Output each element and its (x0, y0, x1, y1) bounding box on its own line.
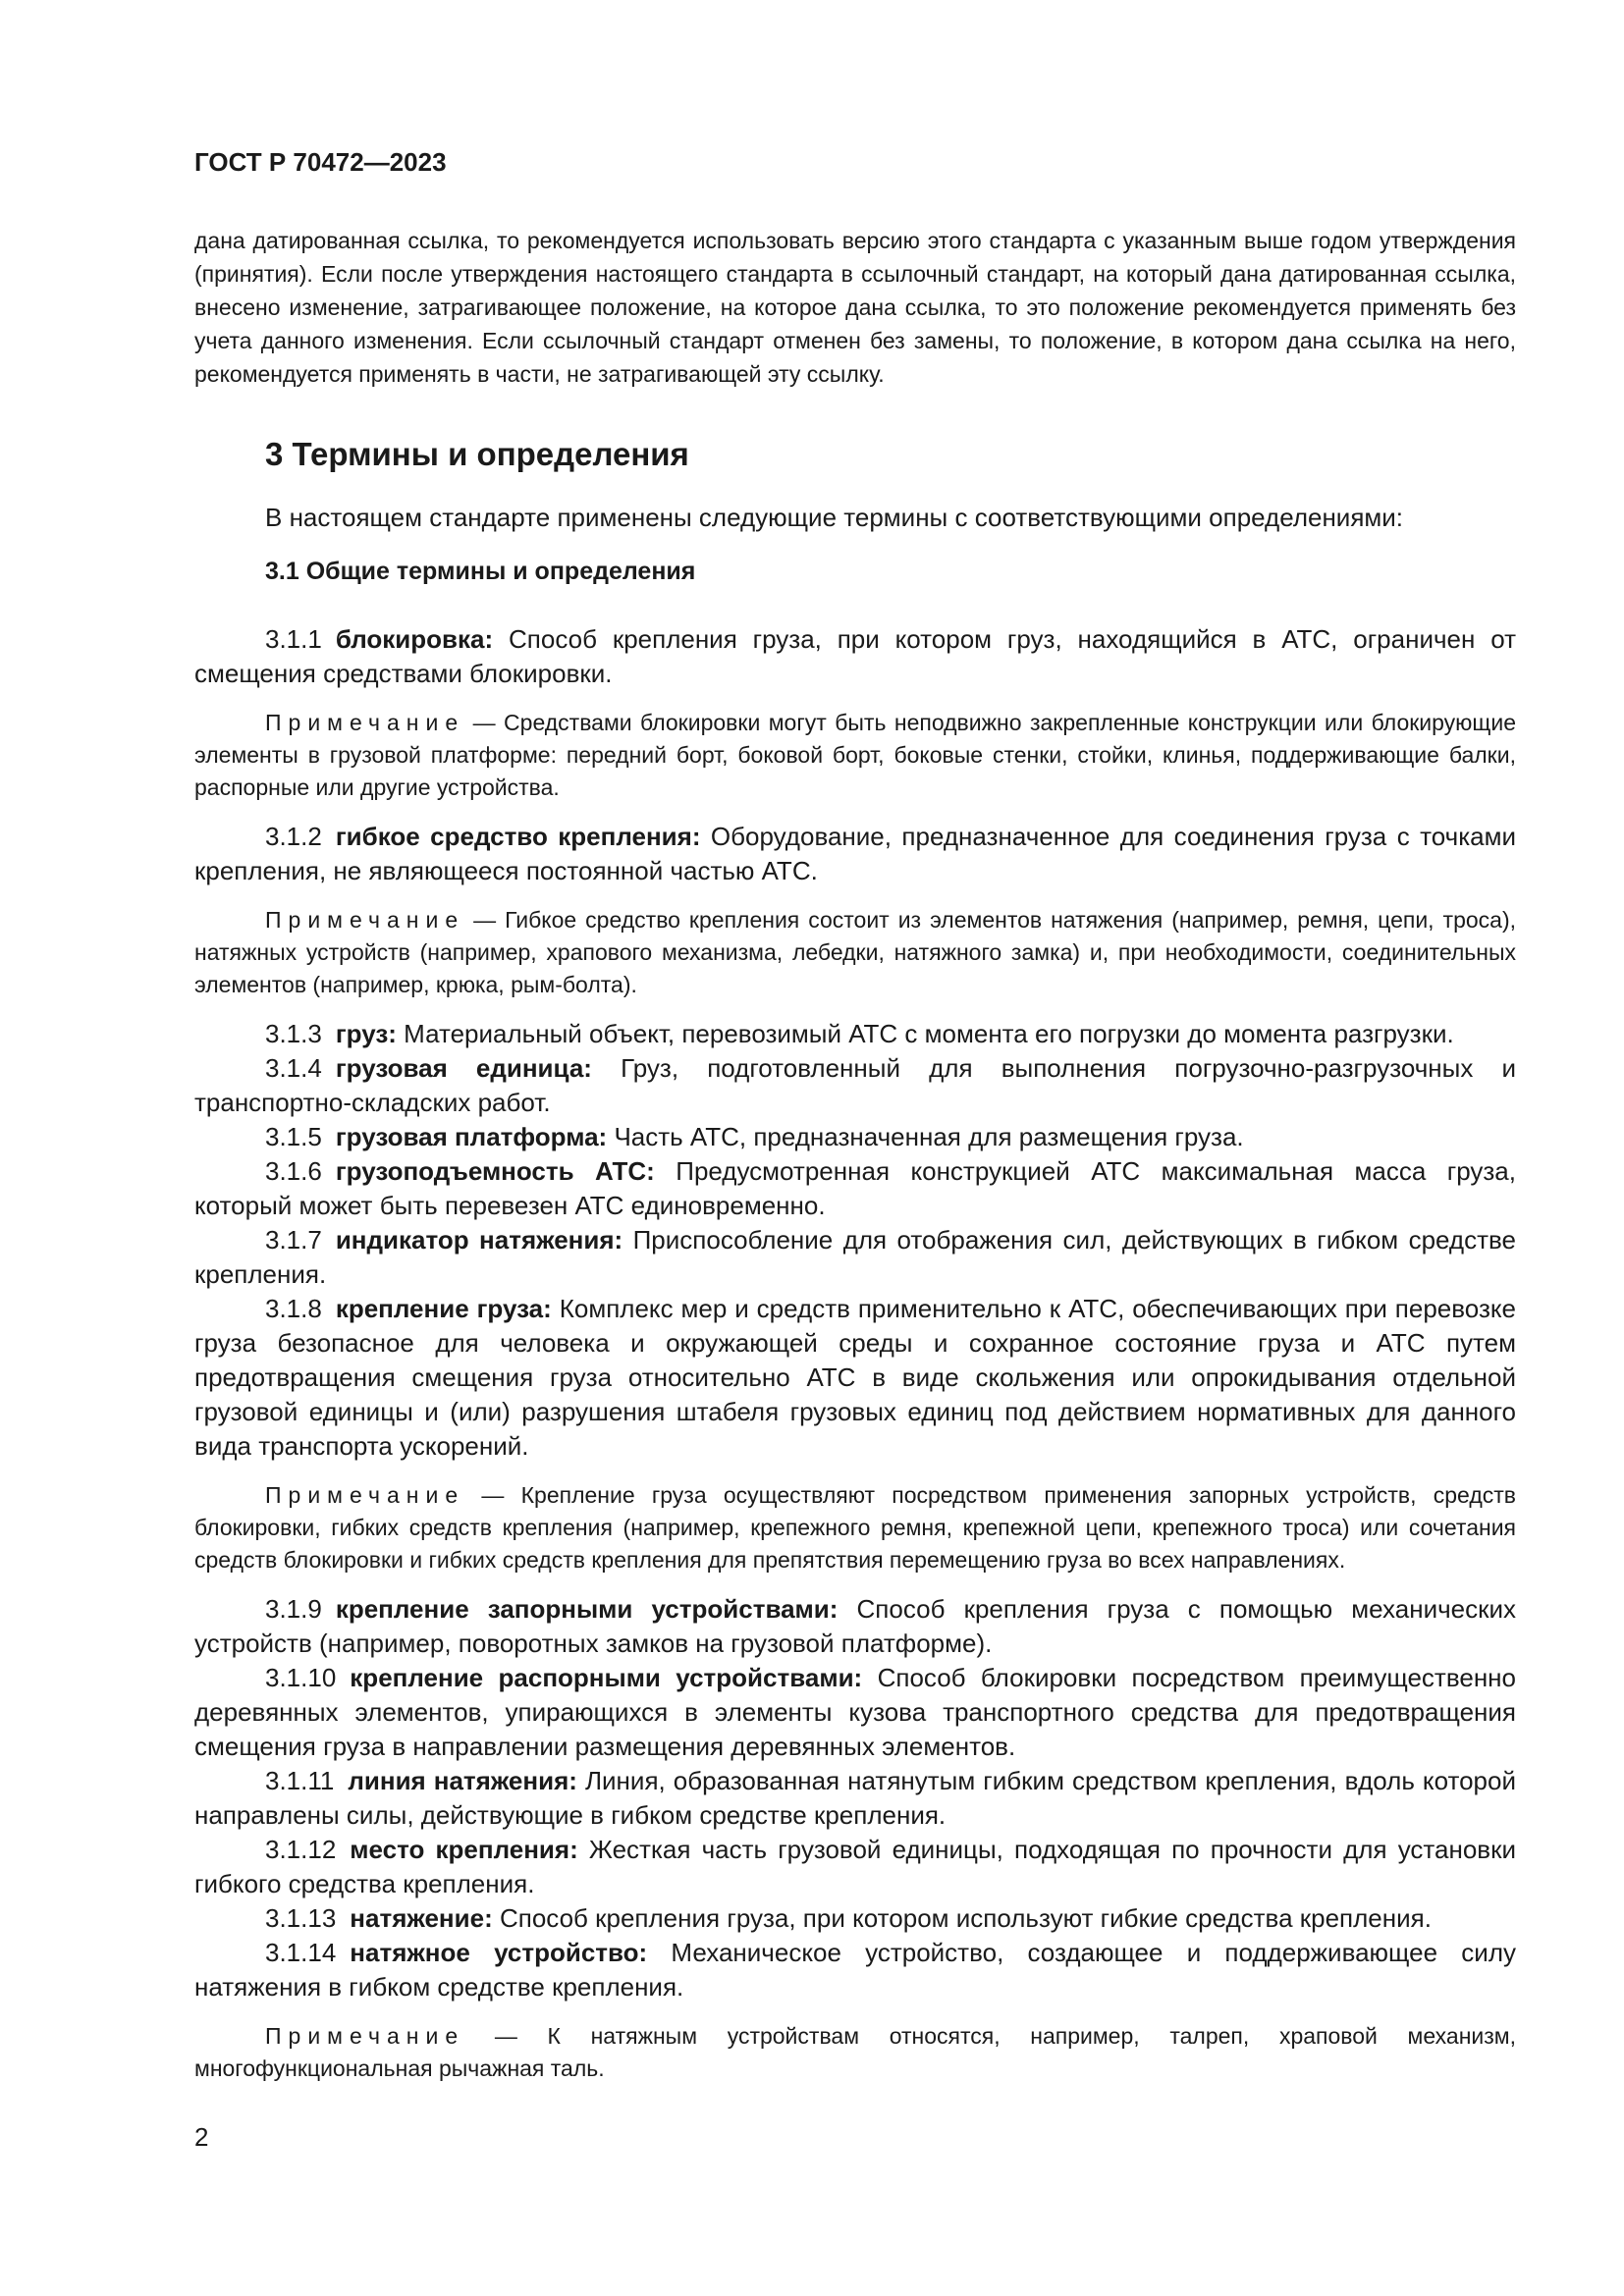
definition-text: Часть АТС, предназначенная для размещения груза. (607, 1122, 1244, 1151)
definition-term: линия натяжения: (348, 1766, 577, 1795)
definition-number: 3.1.3 (265, 1019, 322, 1048)
definition (194, 1051, 1516, 1120)
definition-number: 3.1.14 (265, 1938, 337, 1967)
definition-term: грузоподъемность АТС: (335, 1156, 655, 1186)
definition-term: гибкое средство крепления: (335, 822, 701, 851)
definition-number: 3.1.1 (265, 624, 322, 654)
note-label: Примечание (265, 2023, 465, 2049)
definition-number: 3.1.8 (265, 1294, 322, 1323)
subsection-title: 3.1 Общие термины и определения (265, 558, 696, 585)
definition-number: 3.1.6 (265, 1156, 322, 1186)
definition-text: Способ крепления груза, при котором используют гибкие средства крепления. (492, 1903, 1432, 1933)
definition-text: Груз, подготовленный для выполнения погрузочно-разгрузочных и транспортно-складских работ. (194, 1053, 1516, 1117)
definition (194, 1661, 1516, 1764)
note (194, 904, 1516, 1001)
definition-text: Материальный объект, перевозимый АТС с момента его погрузки до момента разгрузки. (396, 1019, 1454, 1048)
definition (194, 1120, 1516, 1154)
definition-text: Способ крепления груза с помощью механических устройств (например, поворотных замков на грузовой платформе). (194, 1594, 1516, 1658)
note (194, 2020, 1516, 2085)
definition (194, 1292, 1516, 1464)
definition-term: блокировка: (335, 624, 494, 654)
definition-text: Способ блокировки посредством преимущественно деревянных элементов, упирающихся в элементы кузова транспортного средства для предотвращения смещения груза в направлении размещения деревянных элементов. (194, 1663, 1516, 1761)
page-number: 2 (194, 2122, 209, 2152)
definitions-list (194, 603, 1516, 2101)
definition (194, 1901, 1516, 1936)
definition-term: крепление груза: (335, 1294, 552, 1323)
definition (194, 1592, 1516, 1661)
definition-term: крепление распорными устройствами: (350, 1663, 863, 1692)
note-text: — Крепление груза осуществляют посредством применения запорных устройств, средств блокировки, гибких средств крепления (например, крепежного ремня, крепежной цепи, крепежного троса) или сочетания средств блокировки и гибких средств крепления для препятствия перемещению груза во всех направлениях. (194, 1482, 1516, 1573)
note-text: — К натяжным устройствам относятся, например, талреп, храповой механизм, многофункциональная рычажная таль. (194, 2023, 1516, 2081)
definition-term: грузовая платформа: (335, 1122, 608, 1151)
definition-number: 3.1.13 (265, 1903, 337, 1933)
definition-term: грузовая единица: (335, 1053, 592, 1083)
definition (194, 1833, 1516, 1901)
standard-header: ГОСТ Р 70472—2023 (194, 147, 447, 177)
definition-text: Линия, образованная натянутым гибким средством крепления, вдоль которой направлены силы, действующие в гибком средстве крепления. (194, 1766, 1517, 1830)
definition-term: натяжение: (350, 1903, 493, 1933)
definition (194, 820, 1516, 888)
definition (194, 1223, 1516, 1292)
definition-term: крепление запорными устройствами: (335, 1594, 839, 1624)
note-label: Примечание (265, 907, 465, 933)
section-title: 3 Термины и определения (265, 436, 689, 472)
note-text: — Гибкое средство крепления состоит из элементов натяжения (например, ремня, цепи, троса), натяжных устройств (например, храпового механизма, лебедки, натяжного замка) и, при необходимости, соединительных элементов (например, крюка, рым-болта). (194, 907, 1516, 997)
definition-number: 3.1.4 (265, 1053, 322, 1083)
intro-paragraph: дана датированная ссылка, то рекомендуется использовать версию этого стандарта с указанным выше годом утверждения (принятия). Если после утверждения настоящего стандарта в ссылочный стандарт, на который дана датированная ссылка, внесено изменение, затрагивающее положение, на которое дана ссылка, то это положение рекомендуется применять без учета данного изменения. Если ссылочный стандарт отменен без замены, то положение, в котором дана ссылка на него, рекомендуется применять в части, не затрагивающей эту ссылку. (194, 228, 1516, 387)
definition-term: индикатор натяжения: (335, 1225, 623, 1255)
definition-term: груз: (335, 1019, 397, 1048)
definition-number: 3.1.10 (265, 1663, 337, 1692)
note-label: Примечание (265, 710, 465, 735)
note (194, 707, 1516, 804)
definition-term: место крепления: (350, 1835, 578, 1864)
note-text: — Средствами блокировки могут быть неподвижно закрепленные конструкции или блокирующие элементы в грузовой платформе: передний борт, боковой борт, боковые стенки, стойки, клинья, поддерживающие балки, распорные или другие устройства. (194, 710, 1516, 800)
definition-text: Механическое устройство, создающее и поддерживающее силу натяжения в гибком средстве крепления. (194, 1938, 1516, 2002)
definition-number: 3.1.7 (265, 1225, 322, 1255)
definition (194, 1154, 1516, 1223)
definition-number: 3.1.9 (265, 1594, 322, 1624)
definition (194, 622, 1516, 691)
definition (194, 1936, 1516, 2004)
definition-number: 3.1.11 (265, 1766, 335, 1795)
definition (194, 1017, 1516, 1051)
definition-number: 3.1.12 (265, 1835, 337, 1864)
definition-text: Приспособление для отображения сил, действующих в гибком средстве крепления. (194, 1225, 1516, 1289)
definition-number: 3.1.5 (265, 1122, 322, 1151)
note-label: Примечание (265, 1482, 465, 1508)
note (194, 1479, 1516, 1576)
definition-text: Комплекс мер и средств применительно к АТС, обеспечивающих при перевозке груза безопасное для человека и окружающей среды и сохранное состояние груза и АТС путем предотвращения смещения груза относительно АТС в виде скольжения или опрокидывания отдельной грузовой единицы и (или) разрушения штабеля грузовых единиц под действием нормативных для данного вида транспорта ускорений. (194, 1294, 1516, 1461)
definition-text: Предусмотренная конструкцией АТС максимальная масса груза, который может быть перевезен АТС единовременно. (194, 1156, 1516, 1220)
definition (194, 1764, 1516, 1833)
definition-text: Жесткая часть грузовой единицы, подходящая по прочности для установки гибкого средства крепления. (194, 1835, 1517, 1898)
definition-text: Способ крепления груза, при котором груз, находящийся в АТС, ограничен от смещения средствами блокировки. (194, 624, 1516, 688)
definition-term: натяжное устройство: (350, 1938, 648, 1967)
definition-text: Оборудование, предназначенное для соединения груза с точками крепления, не являющееся постоянной частью АТС. (194, 822, 1516, 885)
section-lead: В настоящем стандарте применены следующие термины с соответствующими определениями: (265, 503, 1404, 532)
definition-number: 3.1.2 (265, 822, 322, 851)
